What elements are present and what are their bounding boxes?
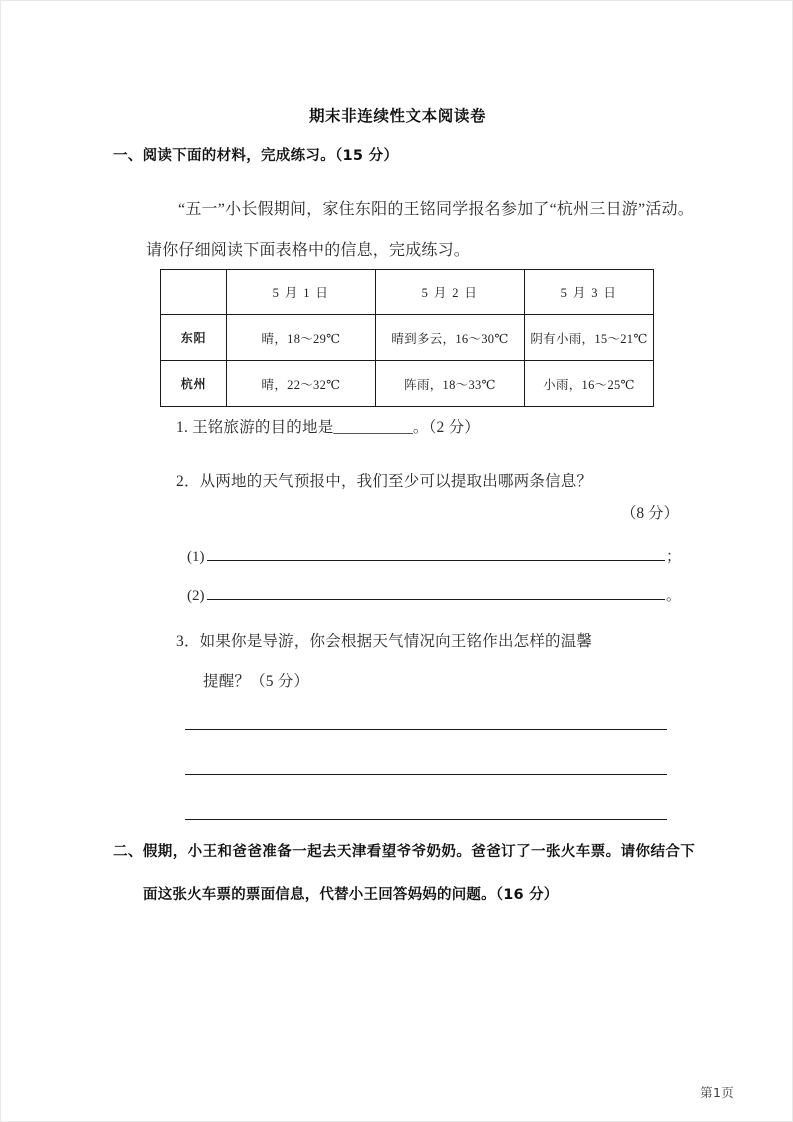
- table-cell-hangzhou-day3: 小雨，16～25℃: [525, 361, 654, 407]
- table-row: [161, 361, 654, 407]
- question-2-text: 2．从两地的天气预报中，我们至少可以提取出哪两条信息？: [176, 473, 593, 490]
- answer-punctuation-2: 。: [665, 588, 681, 604]
- section-one-heading: 一、阅读下面的材料，完成练习。（15 分）: [113, 148, 399, 164]
- section-two-text: 二、假期，小王和爸爸准备一起去天津看望爷爷奶奶。爸爸订了一张火车票。请你结合下面这张火车票的票面信息，代替小王回答妈妈的问题。（16 分）: [113, 844, 695, 903]
- table-column-header-day2: 5 月 2 日: [376, 270, 525, 315]
- question-2-answer-line-2: [187, 584, 681, 605]
- table-column-header-day3: 5 月 3 日: [525, 270, 654, 315]
- question-3-text-line-1: 3．如果你是导游，你会根据天气情况向王铭作出怎样的温馨: [176, 633, 593, 650]
- table-header-row: [161, 270, 654, 315]
- table-row-header-hangzhou: 杭州: [161, 361, 227, 407]
- question-2-points: （8 分）: [620, 505, 679, 522]
- table-column-header-day1: 5 月 1 日: [227, 270, 376, 315]
- weather-forecast-table: [160, 269, 654, 407]
- page-number-footer: 第1页: [700, 1085, 734, 1100]
- question-3-answer-rule-2[interactable]: [185, 774, 667, 775]
- table-cell-hangzhou-day2: 阵雨，18～33℃: [376, 361, 525, 407]
- section-one-intro-paragraph: “五一”小长假期间，家住东阳的王铭同学报名参加了“杭州三日游”活动。请你仔细阅读下面表格中的信息，完成练习。: [146, 201, 694, 259]
- table-row: [161, 315, 654, 361]
- table-cell-dongyang-day2: 晴到多云，16～30℃: [376, 315, 525, 361]
- page-title: 期末非连续性文本阅读卷: [308, 107, 487, 125]
- answer-label-2: (2): [187, 588, 205, 604]
- section-two-block: [113, 831, 695, 917]
- table-row-header-dongyang: 东阳: [161, 315, 227, 361]
- question-2-answer-line-1: [187, 545, 681, 566]
- table-cell-hangzhou-day1: 晴，22～32℃: [227, 361, 376, 407]
- table-cell-dongyang-day1: 晴，18～29℃: [227, 315, 376, 361]
- table-cell-dongyang-day3: 阴有小雨，15～21℃: [525, 315, 654, 361]
- answer-write-area-1[interactable]: [207, 547, 665, 561]
- table-corner-cell: [161, 270, 227, 315]
- answer-label-1: (1): [187, 549, 205, 565]
- answer-write-area-2[interactable]: [207, 586, 665, 600]
- question-3-answer-rule-1[interactable]: [185, 729, 667, 730]
- answer-punctuation-1: ；: [665, 549, 681, 565]
- question-1-text: 1. 王铭旅游的目的地是__________。（2 分）: [176, 419, 480, 436]
- question-3-answer-rule-3[interactable]: [185, 819, 667, 820]
- question-3-text-line-2: 提醒？（5 分）: [203, 673, 310, 690]
